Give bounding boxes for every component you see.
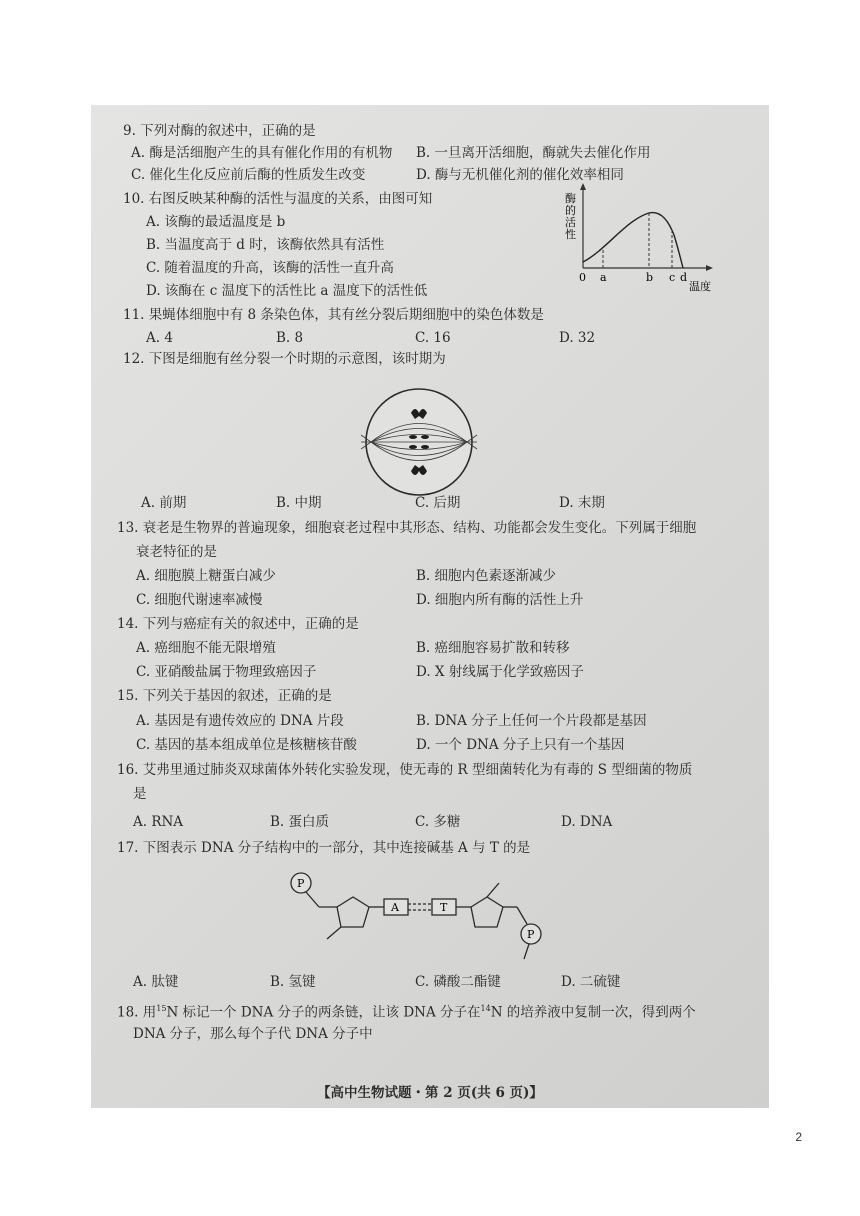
q17-stem: 17. 下图表示 DNA 分子结构中的一部分，其中连接碱基 A 与 T 的是 xyxy=(117,840,531,856)
q12-option-c: C. 后期 xyxy=(415,495,461,511)
q9-option-b: B. 一旦离开活细胞，酶就失去催化作用 xyxy=(416,145,651,161)
q11-option-c: C. 16 xyxy=(415,330,451,346)
enzyme-activity-graph xyxy=(561,180,721,295)
q16-option-b: B. 蛋白质 xyxy=(270,814,330,830)
q13-stem-line2: 衰老特征的是 xyxy=(136,544,217,560)
q14-stem: 14. 下列与癌症有关的叙述中，正确的是 xyxy=(117,616,359,632)
graph-ylabel-2: 的 xyxy=(565,204,576,217)
q16-option-c: C. 多糖 xyxy=(415,814,461,830)
q12-option-b: B. 中期 xyxy=(276,495,322,511)
q14-option-a: A. 癌细胞不能无限增殖 xyxy=(136,640,276,656)
q16-option-a: A. RNA xyxy=(133,814,184,830)
q11-option-d: D. 32 xyxy=(559,330,596,346)
q9-option-c: C. 催化生化反应前后酶的性质发生改变 xyxy=(131,167,366,183)
graph-ylabel-4: 性 xyxy=(565,228,576,241)
graph-ylabel-1: 酶 xyxy=(565,192,576,205)
q14-option-d: D. X 射线属于化学致癌因子 xyxy=(416,664,584,680)
dna-structure-diagram xyxy=(281,867,556,967)
q14-option-b: B. 癌细胞容易扩散和转移 xyxy=(416,640,570,656)
q14-option-c: C. 亚硝酸盐属于物理致癌因子 xyxy=(136,664,317,680)
graph-tick-a: a xyxy=(600,271,607,284)
q10-option-b: B. 当温度高于 d 时，该酶依然具有活性 xyxy=(146,237,385,253)
q13-option-a: A. 细胞膜上糖蛋白减少 xyxy=(136,568,276,584)
base-a-label: A xyxy=(391,901,399,914)
q13-option-c: C. 细胞代谢速率减慢 xyxy=(136,592,263,608)
mitosis-cell-diagram xyxy=(359,385,479,500)
page-footer: 【高中生物试题・第 2 页(共 6 页)】 xyxy=(317,1085,543,1101)
q17-option-a: A. 肽键 xyxy=(133,974,179,990)
graph-ylabel-3: 活 xyxy=(565,216,576,229)
q15-option-c: C. 基因的基本组成单位是核糖核苷酸 xyxy=(136,737,357,753)
phosphate-label-bottom: P xyxy=(527,928,535,941)
phosphate-label-top: P xyxy=(297,877,305,890)
q11-option-a: A. 4 xyxy=(146,330,173,346)
q12-stem: 12. 下图是细胞有丝分裂一个时期的示意图，该时期为 xyxy=(123,351,446,367)
q15-stem: 15. 下列关于基因的叙述，正确的是 xyxy=(117,688,332,704)
scanned-exam-page xyxy=(91,105,769,1108)
q10-stem: 10. 右图反映某种酶的活性与温度的关系，由图可知 xyxy=(123,191,433,207)
q13-stem-line1: 13. 衰老是生物界的普遍现象，细胞衰老过程中其形态、结构、功能都会发生变化。下列属于细胞 xyxy=(117,520,697,536)
q12-option-a: A. 前期 xyxy=(141,495,187,511)
q12-option-d: D. 末期 xyxy=(559,495,605,511)
q10-option-a: A. 该酶的最适温度是 b xyxy=(146,214,286,230)
q11-option-b: B. 8 xyxy=(276,330,304,346)
q10-option-d: D. 该酶在 c 温度下的活性比 a 温度下的活性低 xyxy=(146,283,428,299)
q17-option-b: B. 氢键 xyxy=(270,974,316,990)
q13-option-d: D. 细胞内所有酶的活性上升 xyxy=(416,592,584,608)
q15-option-b: B. DNA 分子上任何一个片段都是基因 xyxy=(416,713,647,729)
q11-stem: 11. 果蝇体细胞中有 8 条染色体，其有丝分裂后期细胞中的染色体数是 xyxy=(123,307,544,323)
q13-option-b: B. 细胞内色素逐渐减少 xyxy=(416,568,557,584)
q9-stem: 9. 下列对酶的叙述中，正确的是 xyxy=(123,123,316,139)
graph-tick-d: d xyxy=(680,271,688,284)
q15-option-a: A. 基因是有遗传效应的 DNA 片段 xyxy=(136,713,344,729)
graph-tick-c: c xyxy=(669,271,676,284)
q18-stem-line1: 18. 用$^{15}$N 标记一个 DNA 分子的两条链，让该 DNA 分子在$^{14}$N 的培养液中复制一次，得到两个 xyxy=(117,1004,696,1021)
graph-xlabel: 温度 xyxy=(689,280,711,293)
graph-tick-b: b xyxy=(646,271,654,284)
q15-option-d: D. 一个 DNA 分子上只有一个基因 xyxy=(416,737,625,753)
q16-option-d: D. DNA xyxy=(561,814,613,830)
q17-option-d: D. 二硫键 xyxy=(561,974,621,990)
q18-stem-line2: DNA 分子，那么每个子代 DNA 分子中 xyxy=(133,1026,373,1042)
graph-origin: 0 xyxy=(579,271,586,284)
base-t-label: T xyxy=(440,901,448,914)
q16-stem-line2: 是 xyxy=(133,786,147,802)
page-number: 2 xyxy=(795,1130,802,1144)
q9-option-a: A. 酶是活细胞产生的具有催化作用的有机物 xyxy=(131,145,393,161)
q17-option-c: C. 磷酸二酯键 xyxy=(415,974,501,990)
q9-option-d: D. 酶与无机催化剂的催化效率相同 xyxy=(416,167,624,183)
q10-option-c: C. 随着温度的升高，该酶的活性一直升高 xyxy=(146,260,394,276)
q16-stem-line1: 16. 艾弗里通过肺炎双球菌体外转化实验发现，使无毒的 R 型细菌转化为有毒的 S 型细菌的物质 xyxy=(117,762,693,778)
